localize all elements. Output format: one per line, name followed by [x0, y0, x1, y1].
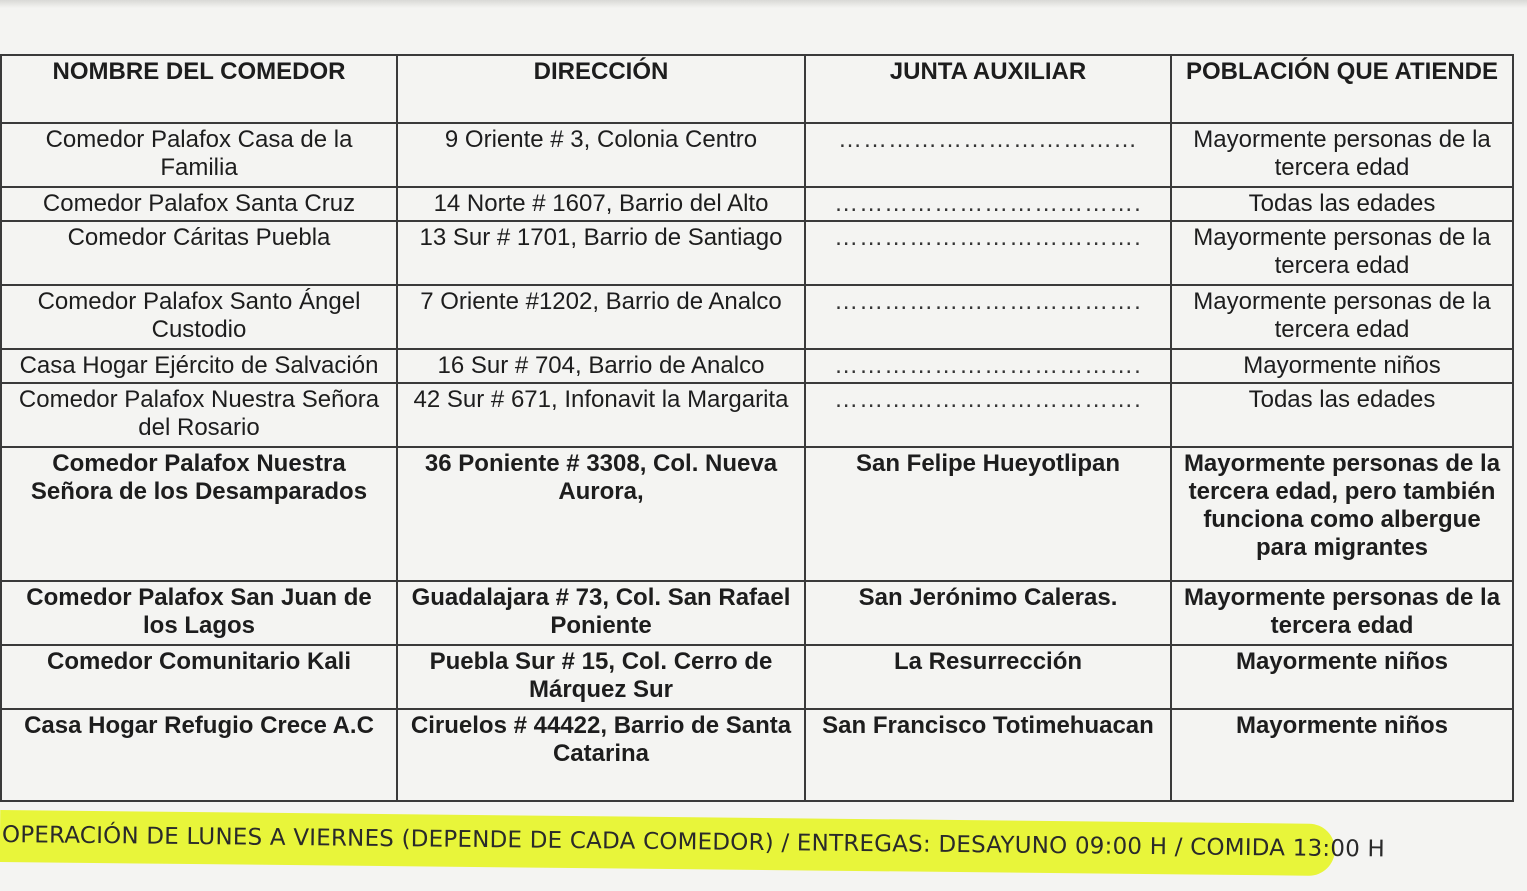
- cell-nombre: Comedor Comunitario Kali: [1, 645, 397, 709]
- table-row: [1, 123, 1513, 187]
- cell-direccion: 42 Sur # 671, Infonavit la Margarita: [397, 383, 805, 447]
- cell-direccion: 14 Norte # 1607, Barrio del Alto: [397, 187, 805, 221]
- header-direccion: DIRECCIÓN: [397, 55, 805, 123]
- table-row: [1, 383, 1513, 447]
- cell-poblacion: Mayormente personas de la tercera edad: [1171, 285, 1513, 349]
- cell-nombre: Casa Hogar Refugio Crece A.C: [1, 709, 397, 801]
- cell-nombre: Comedor Palafox Nuestra Señora de los Desamparados: [1, 447, 397, 581]
- table-row: [1, 709, 1513, 801]
- cell-direccion: 36 Poniente # 3308, Col. Nueva Aurora,: [397, 447, 805, 581]
- cell-junta: San Jerónimo Caleras.: [805, 581, 1171, 645]
- cell-direccion: 16 Sur # 704, Barrio de Analco: [397, 349, 805, 383]
- table-row: [1, 349, 1513, 383]
- table-row: [1, 447, 1513, 581]
- cell-poblacion: Mayormente personas de la tercera edad: [1171, 581, 1513, 645]
- table-row: [1, 645, 1513, 709]
- cell-junta: San Felipe Hueyotlipan: [805, 447, 1171, 581]
- cell-nombre: Comedor Palafox Santa Cruz: [1, 187, 397, 221]
- footer-note: OPERACIÓN DE LUNES A VIERNES (DEPENDE DE CADA COMEDOR) / ENTREGAS: DESAYUNO 09:00 H / COMIDA 13:00 H: [1, 822, 1386, 863]
- header-poblacion: POBLACIÓN QUE ATIENDE: [1171, 55, 1513, 123]
- cell-nombre: Casa Hogar Ejército de Salvación: [1, 349, 397, 383]
- comedores-table: [0, 54, 1514, 802]
- cell-junta: ……………………………….: [805, 349, 1171, 383]
- header-junta: JUNTA AUXILIAR: [805, 55, 1171, 123]
- cell-poblacion: Mayormente niños: [1171, 645, 1513, 709]
- paper-edge: [0, 0, 1527, 8]
- cell-junta: ……………………………….: [805, 285, 1171, 349]
- header-nombre: NOMBRE DEL COMEDOR: [1, 55, 397, 123]
- cell-junta: La Resurrección: [805, 645, 1171, 709]
- cell-direccion: Puebla Sur # 15, Col. Cerro de Márquez Sur: [397, 645, 805, 709]
- cell-nombre: Comedor Palafox Casa de la Familia: [1, 123, 397, 187]
- cell-nombre: Comedor Cáritas Puebla: [1, 221, 397, 285]
- cell-direccion: Ciruelos # 44422, Barrio de Santa Catarina: [397, 709, 805, 801]
- cell-poblacion: Todas las edades: [1171, 383, 1513, 447]
- table-row: [1, 221, 1513, 285]
- cell-junta: ……………………………….: [805, 383, 1171, 447]
- cell-nombre: Comedor Palafox San Juan de los Lagos: [1, 581, 397, 645]
- cell-poblacion: Mayormente personas de la tercera edad: [1171, 221, 1513, 285]
- cell-junta: ……………………………….: [805, 187, 1171, 221]
- header-row: [1, 55, 1513, 123]
- table-row: [1, 187, 1513, 221]
- cell-junta: San Francisco Totimehuacan: [805, 709, 1171, 801]
- table-row: [1, 581, 1513, 645]
- cell-poblacion: Mayormente niños: [1171, 709, 1513, 801]
- cell-direccion: 7 Oriente #1202, Barrio de Analco: [397, 285, 805, 349]
- cell-junta: ……………………………….: [805, 221, 1171, 285]
- cell-poblacion: Mayormente niños: [1171, 349, 1513, 383]
- cell-direccion: Guadalajara # 73, Col. San Rafael Poniente: [397, 581, 805, 645]
- cell-direccion: 13 Sur # 1701, Barrio de Santiago: [397, 221, 805, 285]
- cell-junta: ………………………………: [805, 123, 1171, 187]
- cell-nombre: Comedor Palafox Nuestra Señora del Rosario: [1, 383, 397, 447]
- comedores-table-container: [0, 54, 1512, 802]
- cell-direccion: 9 Oriente # 3, Colonia Centro: [397, 123, 805, 187]
- cell-nombre: Comedor Palafox Santo Ángel Custodio: [1, 285, 397, 349]
- table-row: [1, 285, 1513, 349]
- cell-poblacion: Todas las edades: [1171, 187, 1513, 221]
- cell-poblacion: Mayormente personas de la tercera edad, pero también funciona como albergue para migrantes: [1171, 447, 1513, 581]
- cell-poblacion: Mayormente personas de la tercera edad: [1171, 123, 1513, 187]
